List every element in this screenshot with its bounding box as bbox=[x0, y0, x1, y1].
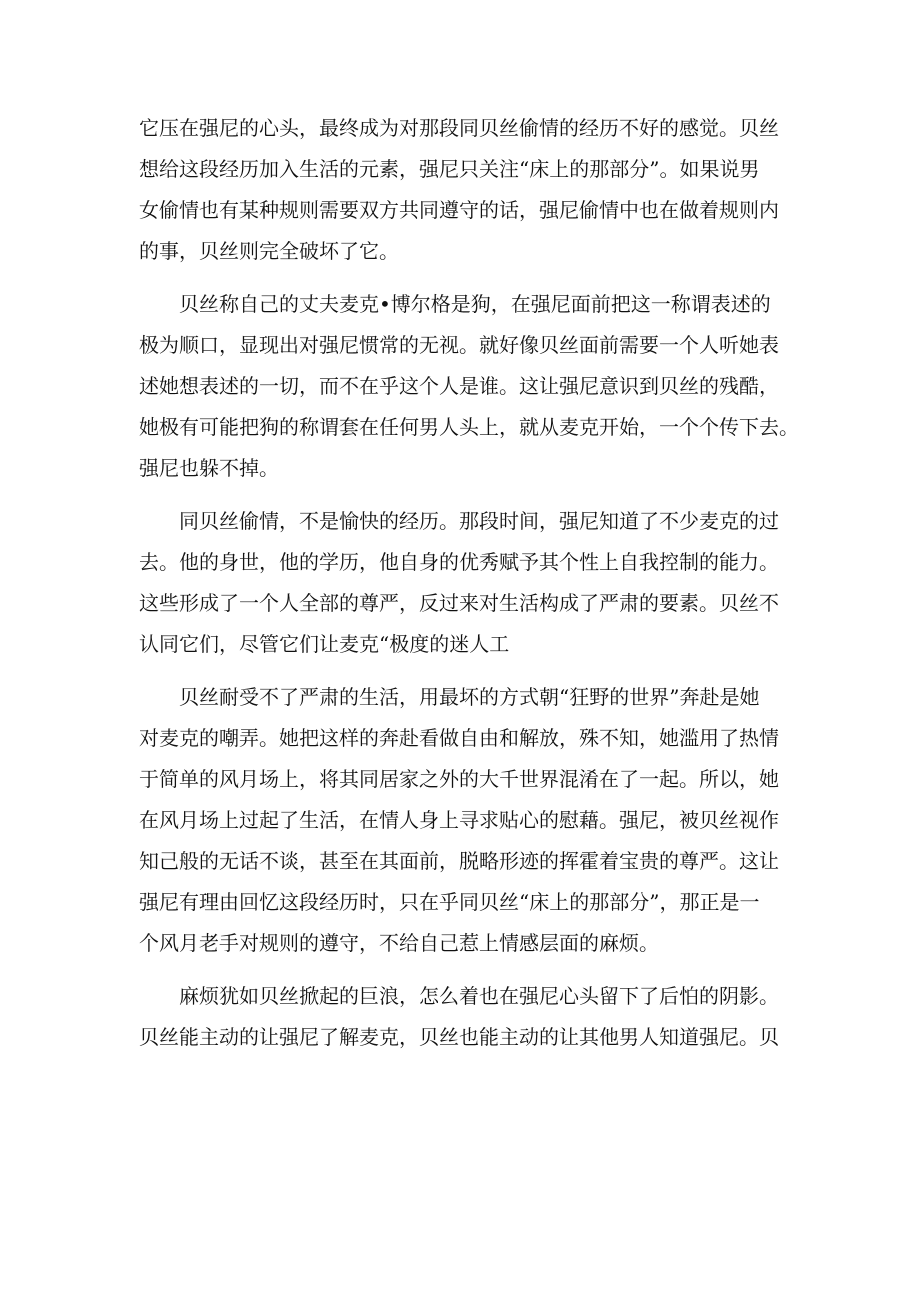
paragraph-gap bbox=[139, 665, 799, 677]
text-line: 同贝丝偷情，不是愉快的经历。那段时间，强尼知道了不少麦克的过 bbox=[179, 509, 779, 533]
text-line: 的事，贝丝则完全破坏了它。 bbox=[139, 239, 399, 263]
paragraph bbox=[139, 677, 799, 964]
text-line: 想给这段经历加入生活的元素，强尼只关注“床上的那部分”。如果说男 bbox=[139, 157, 760, 181]
paragraph bbox=[139, 976, 799, 1058]
paragraph bbox=[139, 284, 799, 489]
text-line: 去。他的身世，他的学历，他自身的优秀赋予其个性上自我控制的能力。 bbox=[139, 550, 779, 574]
text-line: 贝丝能主动的让强尼了解麦克，贝丝也能主动的让其他男人知道强尼。贝 bbox=[139, 1025, 779, 1049]
text-line: 麻烦犹如贝丝掀起的巨浪，怎么着也在强尼心头留下了后怕的阴影。 bbox=[179, 984, 779, 1008]
text-line: 贝丝称自己的丈夫麦克•博尔格是狗，在强尼面前把这一称谓表述的 bbox=[179, 292, 771, 316]
text-line: 认同它们，尽管它们让麦克“极度的迷人工 bbox=[139, 632, 510, 656]
paragraph-gap bbox=[139, 272, 799, 284]
text-line: 知己般的无话不谈，甚至在其面前，脱略形迹的挥霍着宝贵的尊严。这让 bbox=[139, 849, 779, 873]
text-line: 极为顺口，显现出对强尼惯常的无视。就好像贝丝面前需要一个人听她表 bbox=[139, 333, 779, 357]
text-line: 她极有可能把狗的称谓套在任何男人头上，就从麦克开始，一个个传下去。 bbox=[139, 415, 799, 439]
paragraph-gap bbox=[139, 964, 799, 976]
paragraph-gap bbox=[139, 489, 799, 501]
text-line: 述她想表述的一切，而不在乎这个人是谁。这让强尼意识到贝丝的残酷， bbox=[139, 374, 779, 398]
text-line: 强尼有理由回忆这段经历时，只在乎同贝丝“床上的那部分”，那正是一 bbox=[139, 890, 760, 914]
paragraph bbox=[139, 108, 799, 272]
text-line: 女偷情也有某种规则需要双方共同遵守的话，强尼偷情中也在做着规则内 bbox=[139, 198, 779, 222]
paragraph bbox=[139, 501, 799, 665]
text-line: 贝丝耐受不了严肃的生活，用最坏的方式朝“狂野的世界”奔赴是她 bbox=[179, 685, 760, 709]
text-line: 在风月场上过起了生活，在情人身上寻求贴心的慰藉。强尼，被贝丝视作 bbox=[139, 808, 779, 832]
text-line: 这些形成了一个人全部的尊严，反过来对生活构成了严肃的要素。贝丝不 bbox=[139, 591, 779, 615]
text-line: 强尼也躲不掉。 bbox=[139, 456, 279, 480]
text-line: 个风月老手对规则的遵守，不给自己惹上情感层面的麻烦。 bbox=[139, 931, 659, 955]
text-line: 对麦克的嘲弄。她把这样的奔赴看做自由和解放，殊不知，她滥用了热情 bbox=[139, 726, 779, 750]
document-body bbox=[139, 108, 799, 1058]
text-line: 于简单的风月场上，将其同居家之外的大千世界混淆在了一起。所以，她 bbox=[139, 767, 779, 791]
text-line: 它压在强尼的心头，最终成为对那段同贝丝偷情的经历不好的感觉。贝丝 bbox=[139, 116, 779, 140]
